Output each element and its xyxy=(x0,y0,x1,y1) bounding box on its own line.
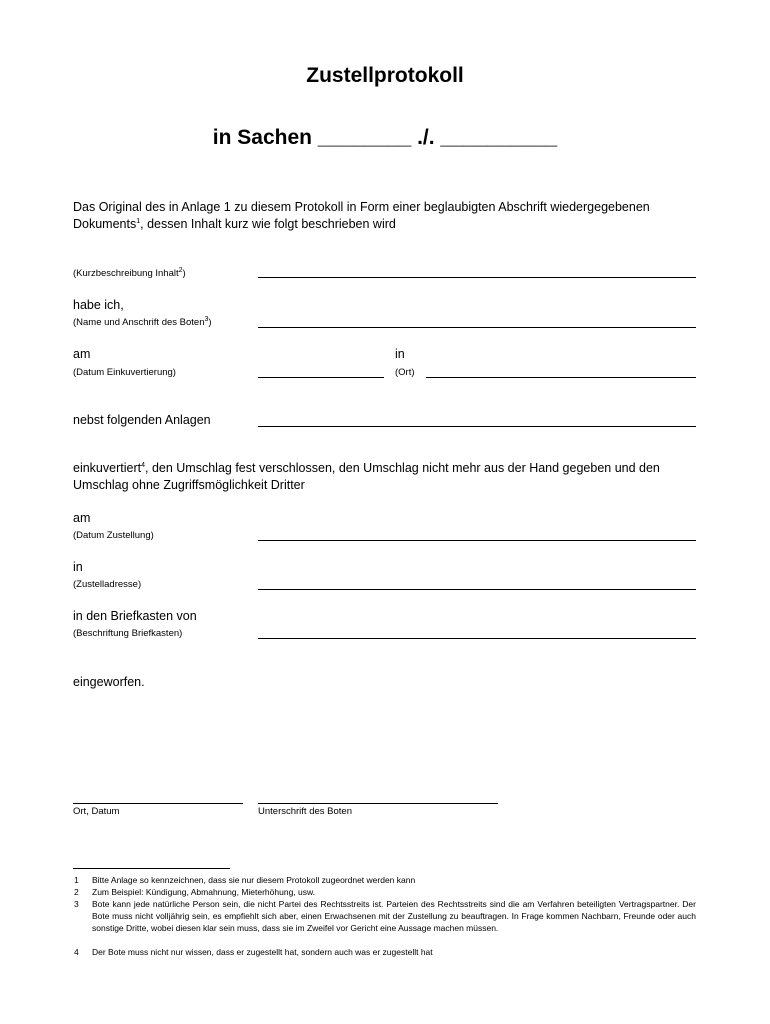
footnote-number: 2 xyxy=(74,887,79,897)
footnote-separator xyxy=(73,868,230,869)
einkuvertiert-line-2: Umschlag ohne Zugriffsmöglichkeit Dritter xyxy=(73,478,305,492)
ort-datum-field[interactable] xyxy=(73,803,243,804)
ort-datum-label: Ort, Datum xyxy=(73,806,120,817)
eingeworfen-text: eingeworfen. xyxy=(73,675,145,689)
intro-line-2 xyxy=(73,217,396,231)
am-label-2: am xyxy=(73,511,91,525)
in-label-2: in xyxy=(73,560,83,574)
footnote-ref-2: 2 xyxy=(178,266,183,274)
unterschrift-label: Unterschrift des Boten xyxy=(258,806,352,817)
ort-field[interactable] xyxy=(426,377,696,378)
in-label-1: in xyxy=(395,347,405,361)
ort-label: (Ort) xyxy=(395,367,415,378)
datum-zustellung-field[interactable] xyxy=(258,540,696,541)
intro-text: Dokuments xyxy=(73,217,137,231)
footnote-text: Bitte Anlage so kennzeichnen, dass sie nur diesem Protokoll zugeordnet werden kann xyxy=(92,875,416,885)
zustelladresse-label: (Zustelladresse) xyxy=(73,579,142,590)
beschriftung-briefkasten-label: (Beschriftung Briefkasten) xyxy=(73,628,183,639)
briefkasten-label: in den Briefkasten von xyxy=(73,609,197,623)
footnote-text: Zum Beispiel: Kündigung, Abmahnung, Mieterhöhung, usw. xyxy=(92,887,316,897)
unterschrift-field[interactable] xyxy=(258,803,498,804)
footnote-text: Der Bote muss nicht nur wissen, dass er zugestellt hat, sondern auch was er zugestellt hat xyxy=(92,947,433,957)
am-label-1: am xyxy=(73,347,91,361)
bote-field[interactable] xyxy=(258,327,696,328)
footnote-ref-3: 3 xyxy=(204,315,209,323)
footnote-ref-4: 4 xyxy=(141,461,145,469)
intro-line-1: Das Original des in Anlage 1 zu diesem Protokoll in Form einer beglaubigten Abschrift wiedergegebenen xyxy=(73,200,650,214)
footnote-number: 1 xyxy=(74,875,79,885)
habe-ich-label: habe ich, xyxy=(73,298,124,312)
datum-einkuvertierung-label: (Datum Einkuvertierung) xyxy=(73,367,176,378)
footnote-ref-1: 1 xyxy=(136,217,141,225)
einkuvertiert-line-1: einkuvertiert$^4$, den Umschlag fest verschlossen, den Umschlag nicht mehr aus der Hand gegeben und den xyxy=(73,461,660,475)
intro-text-rest: , dessen Inhalt kurz wie folgt beschrieben wird xyxy=(140,217,396,231)
kurzbeschreibung-field[interactable] xyxy=(258,277,696,278)
footnote-number: 4 xyxy=(74,947,79,957)
zustelladresse-field[interactable] xyxy=(258,589,696,590)
footnote-number: 3 xyxy=(74,899,79,909)
footnote-text: Bote kann jede natürliche Person sein, die nicht Partei des Rechtsstreits ist. Parteien des Rechtsstreits sind die am Verfahren beteiligten Vertragspartner. Der Bote muss nicht volljährig sein, es empfiehlt sich aber, einen Erwachsenen mit der Zustellung zu beauftragen. In Frage kommen Nachbarn, Freunde oder auch sonstige Dritte, wobei diesen klar sein muss, dass sie im Zweifel vor Gericht eine Aussage machen müssen. xyxy=(92,899,696,933)
datum-zustellung-label: (Datum Zustellung) xyxy=(73,530,154,541)
bote-label: (Name und Anschrift des Boten$^3$) xyxy=(73,315,212,328)
case-subtitle: in Sachen ________ ./. __________ xyxy=(212,126,558,149)
anlagen-field[interactable] xyxy=(258,426,696,427)
datum-einkuvertierung-field[interactable] xyxy=(258,377,384,378)
anlagen-label: nebst folgenden Anlagen xyxy=(73,413,211,427)
document-title: Zustellprotokoll xyxy=(306,64,464,87)
kurzbeschreibung-label: (Kurzbeschreibung Inhalt$^2$) xyxy=(73,266,186,279)
briefkasten-field[interactable] xyxy=(258,638,696,639)
